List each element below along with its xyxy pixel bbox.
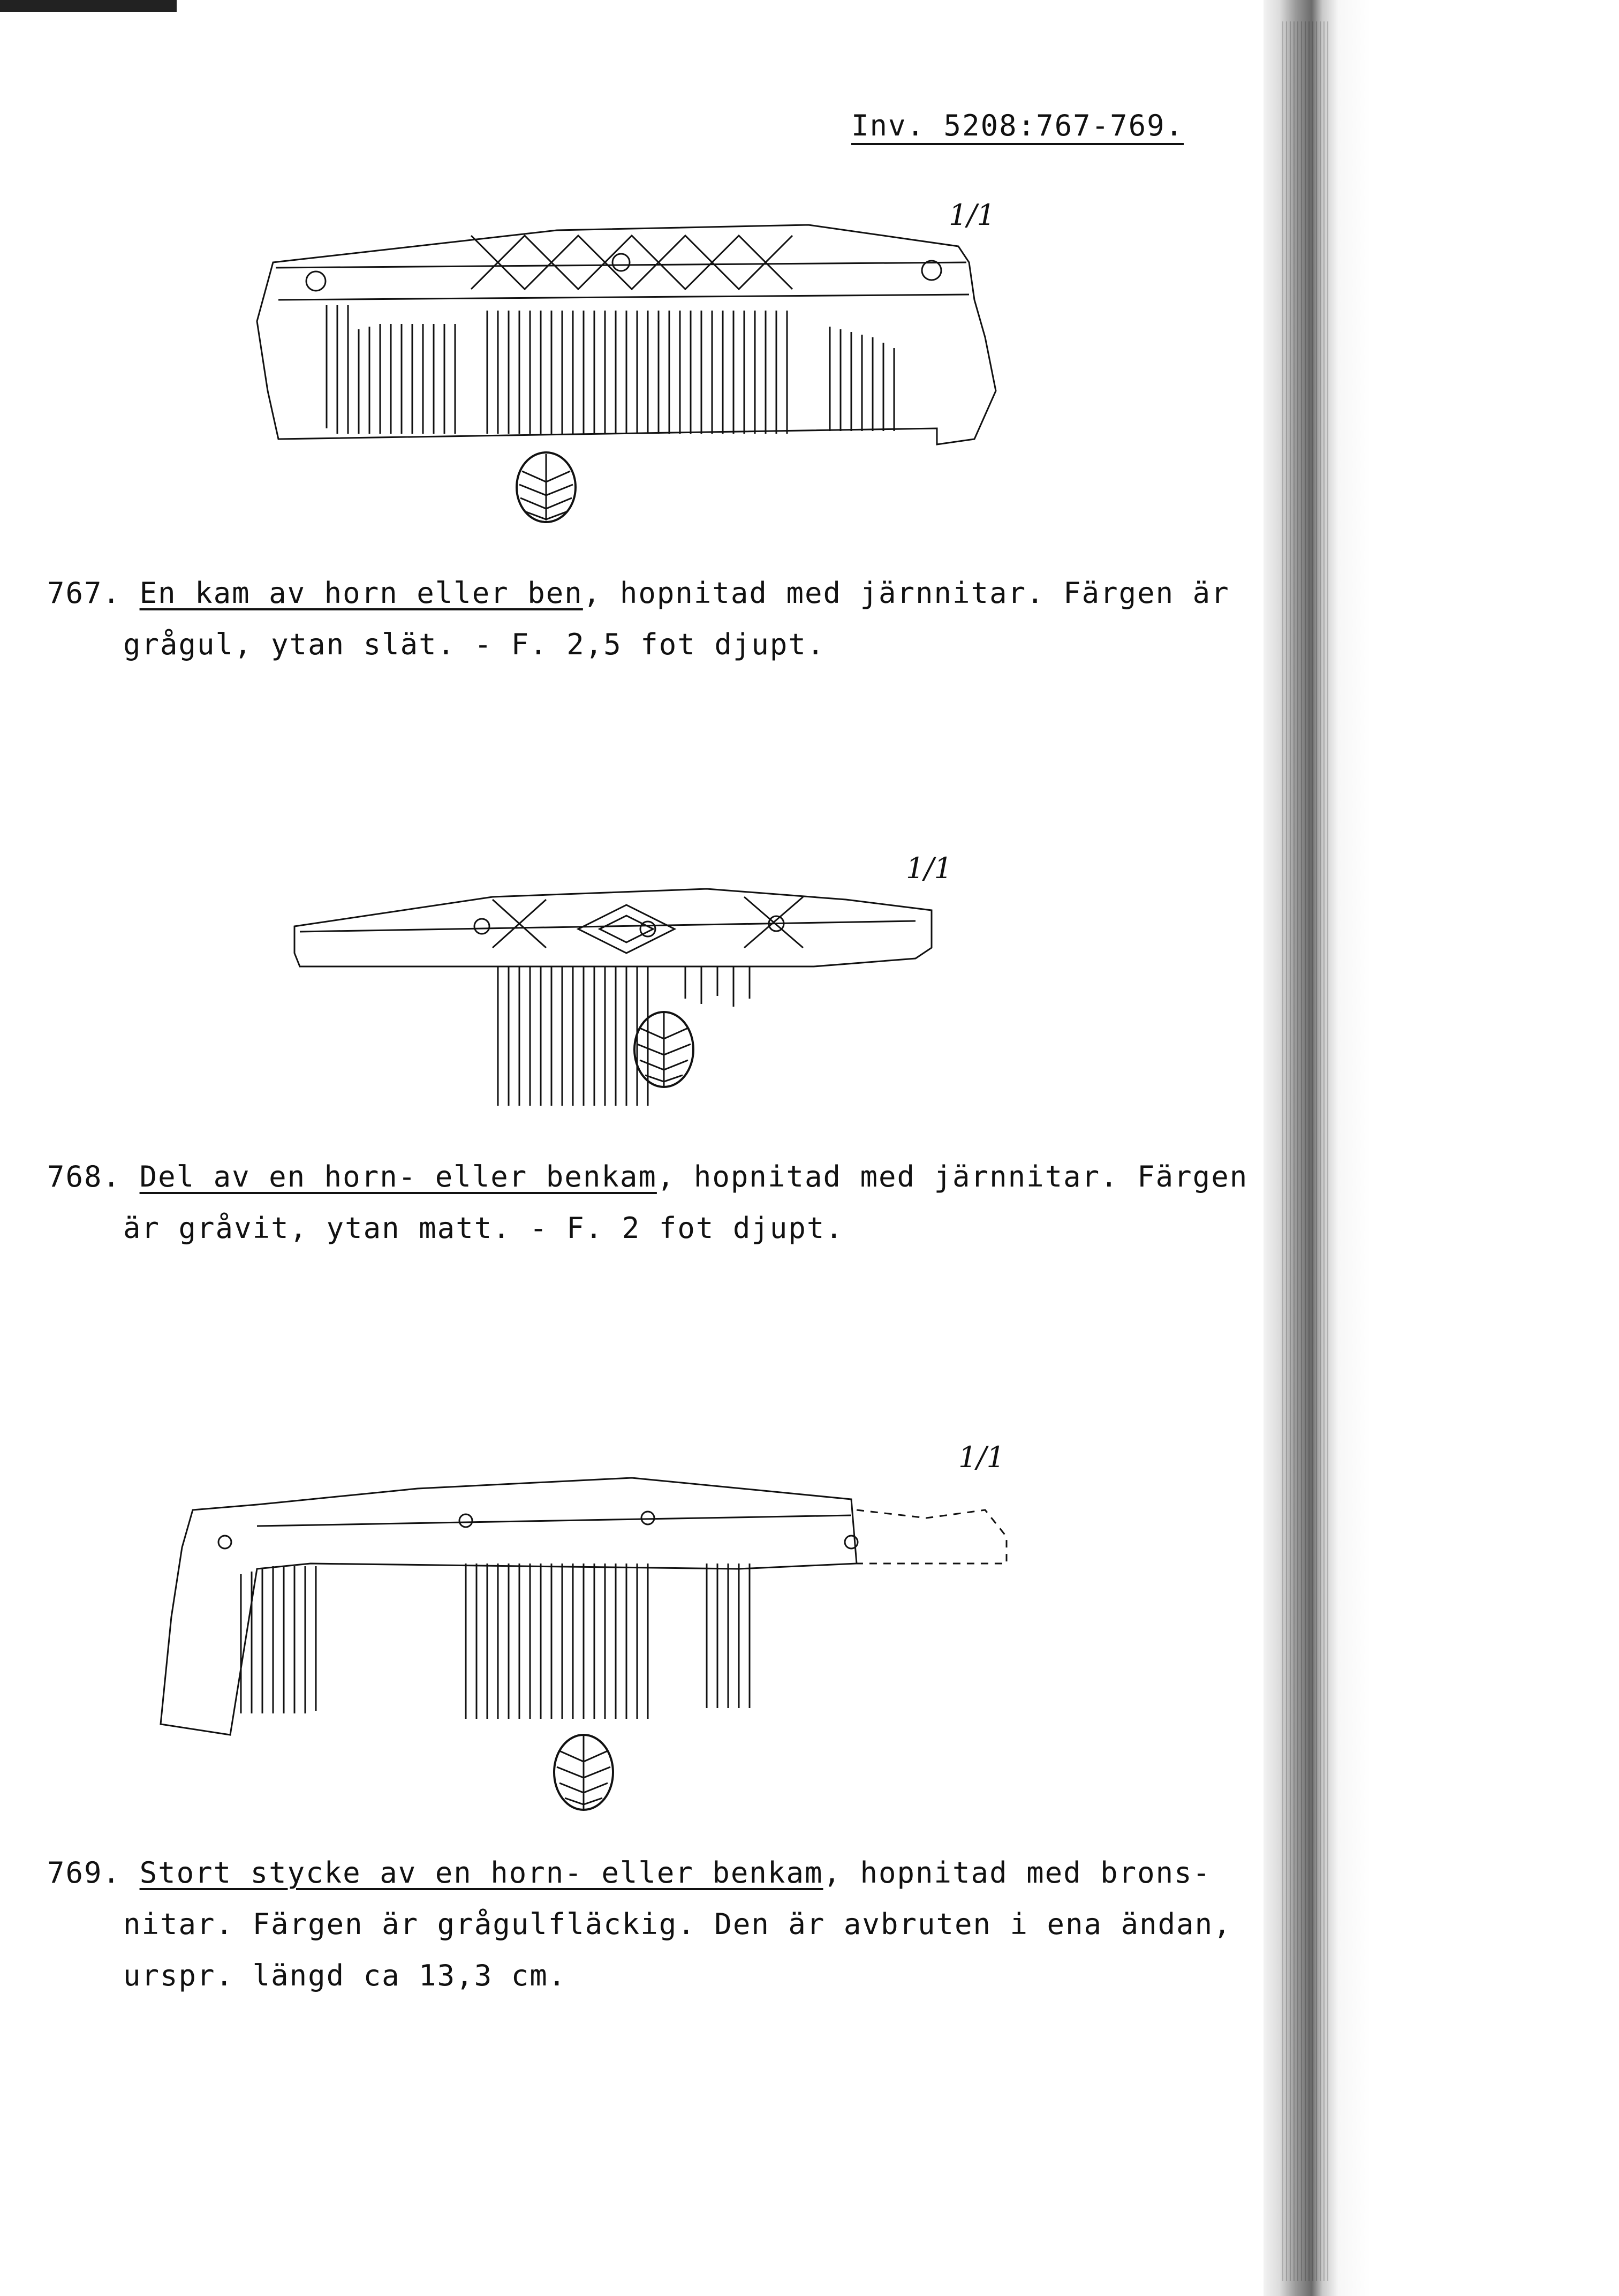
- scale-767: 1/1: [949, 198, 995, 232]
- comb-drawing-769: [150, 1456, 1028, 1842]
- entry-767: [47, 568, 1230, 670]
- comb-drawing-767: [246, 214, 1023, 557]
- entry-768-title: Del av en horn- eller benkam: [139, 1160, 657, 1194]
- entry-769-line2: nitar. Färgen är grågulfläckig. Den är avbruten i ena ändan,: [123, 1907, 1232, 1941]
- entry-768-number: 768.: [47, 1160, 122, 1194]
- entry-767-line2: grågul, ytan slät. - F. 2,5 fot djupt.: [123, 628, 826, 661]
- scale-769: 1/1: [958, 1440, 1005, 1474]
- entry-768-line1: , hopnitad med järnnitar. Färgen: [656, 1160, 1249, 1194]
- scale-768: 1/1: [906, 851, 952, 885]
- entry-769-number: 769.: [47, 1856, 122, 1890]
- entry-767-title: En kam av horn eller ben: [139, 576, 583, 610]
- inventory-reference: Inv. 5208:767-769.: [851, 110, 1184, 145]
- comb-drawing-768: [278, 867, 974, 1124]
- entry-767-number: 767.: [47, 576, 122, 610]
- entry-767-line1: , hopnitad med järnnitar. Färgen är: [582, 576, 1230, 610]
- entry-768-line2: är gråvit, ytan matt. - F. 2 fot djupt.: [123, 1211, 844, 1245]
- entry-769-title: Stort stycke av en horn- eller benkam: [139, 1856, 823, 1890]
- entry-769-line1: , hopnitad med brons-: [823, 1856, 1212, 1890]
- page-edge-lines: [1282, 21, 1330, 2281]
- entry-768: [47, 1151, 1248, 1254]
- scan-corner-mark: [0, 0, 177, 12]
- entry-769-line3: urspr. längd ca 13,3 cm.: [123, 1959, 567, 1992]
- entry-769: [47, 1847, 1232, 2002]
